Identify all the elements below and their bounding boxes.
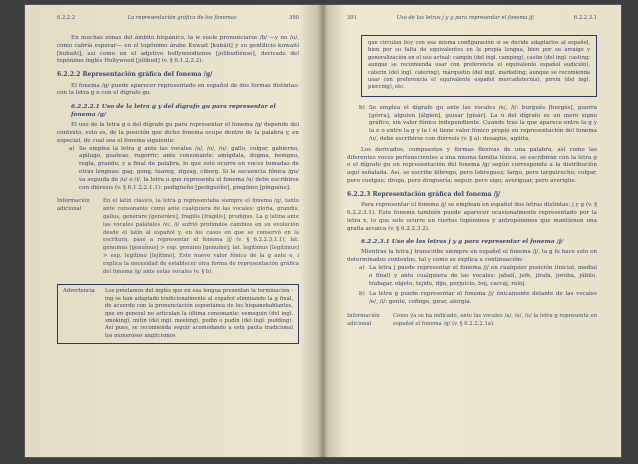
right-section-number: 6.2.2.3.1 [573, 15, 597, 21]
right-page [347, 14, 597, 454]
list-item-text: Se emplea el dígrafo gu ante las vocales /e/, /i/: burgués [burgés], guerra [gérra], alguien [álgien], guisar [gisár]. La u del dígrafo es un mero signo gráfico, sin valor fónico independiente. Cuando tras la que aparece entre la g y la e o entre la g y la i si tiene valor fónico propio en representación del fonema /u/, debe escribirse con diéresis (v. § a): desagüe, agüita. [369, 104, 597, 143]
paragraph-section-j: Para representar el fonema /j/ se emplean en español dos letras distintas: j y g (v. § 6.2.2.3.1). Este fonema también puede aparecer ocasionalmente representado por la letra x, lo que solo ocurre en ciertos topónimos y antropónimos que mantienen una grafía arcaica (v. § 6.2.2.3.2). [347, 202, 597, 232]
list-item-b [347, 105, 597, 144]
list-item-text: La letra g puede representar el fonema /j/ únicamente delante de las vocales /e/, /i/: gente, cofinge, girar, alergia. [369, 291, 597, 306]
warning-box-continued: que circulan hoy con esa misma configuración si se decide adaptarlos al español, bien por su falta de equivalentes en la propia lengua, bien por su arraigo y generalización en el uso actual: campin (del ingl. camping), castin (del ingl. casting; aunque se recomienda usar con preferencia el equivalente español audición), cáterin (del ingl. catering), márquetin (del ingl. marketing; aunque se recomienda usar con preferencia el equivalente español mercadotecnia), pirsin (del ingl. piercing), etc. [361, 35, 597, 97]
list-item-text: La letra j puede representar el fonema /j/ en cualquier posición (inicial, medial o final) y ante cualquiera de las vocales: jabalí, jefe, jirafa, joroba, júbilo, trabajar, objeto, tejido, dijo, perjuicio, boj, carcaj, reloj. [369, 265, 597, 287]
list-item-text: Se emplea la letra g ante las vocales /a/, /o/, /u/: gallo, colgar, gabierno, apilugo, guateao, rugorrir; ante consonante: amígdala, dogma, benigno, regla, grande; y a final de palabra, lo que solo ocurre en voces tomadas de otras lenguas: gag, gong, tuareg, zigzag, ciborg. Si la secuencia fónica /gu/ va seguida de /u/ o /i/, la letra u que representa el fonema /u/ debe escribirse con diéresis (v. § 6.1.2.2.1.1): pedigüeño [pediguéño], pingüino [pinguíno]. [79, 145, 299, 191]
warning-text: Los préstamos del inglés que en esa lengua presentan la terminación -ing se han adaptado tradicionalmente al español eliminando la g final, de acuerdo con la pronunciación espontánea de los hispanohablantes, que en general no articulan la última consonante: esmoquin (del ingl. smoking), mitin (del ingl. meeting), pudin o pudín (del ingl. pudding). Así pues, se recomienda seguir acomodando a esta pauta tradicional los numerosos anglicismos [105, 288, 293, 339]
left-page-number: 390 [289, 15, 299, 21]
left-page-header [57, 14, 299, 22]
right-page-number: 391 [347, 15, 357, 21]
book-spine [318, 4, 328, 458]
note-text: En el latín clásico, la letra g representaba siempre el fonema /g/, tanto ante consonante como ante cualquiera de las vocales: gloria, grandis, gallus, generare [generáre], fragilis [frágilis], prodigus. La g latina ante las vocales palatales /e/, /i/ sufrió profundos cambios en su evolución desde el latín al español y, en los casos en que se conservó en la escritura, pasó a representar el fonema /j/ (v. § 6.2.2.3.1.1); lat. genuinus [genuínus] > esp. genuino [genuíno]; lat. legitimus [legítimus] > esp. legítimo [lejítimo]. Este nuevo valor fónico de la g ante e, i explica la necesidad de establecer otra forma de representación gráfica del fonema /g/ ante estas vocales (v. § b). [103, 198, 299, 275]
note-text: Como ya se ha indicado, ante las vocales /a/, /o/, /u/ la letra g representa en español el fonema /g/ (v. § 6.2.2.2.1a). [393, 312, 597, 327]
warning-box [57, 284, 299, 344]
section-heading-j: 6.2.2.3 Representación gráfica del fonema /j/ [347, 190, 501, 198]
list-item-label: b) [359, 104, 365, 111]
additional-info-note-right [347, 313, 597, 329]
right-page-header [347, 14, 597, 22]
additional-info-note [57, 198, 299, 276]
left-page [57, 14, 299, 454]
list-item-a [57, 146, 299, 193]
subsection-heading-j: 6.2.2.3.1 Uso de las letras j y g para representar el fonema /j/ [361, 238, 564, 246]
list-item-b-j [347, 291, 597, 307]
list-item-label: b) [359, 291, 365, 298]
left-section-number: 6.2.2.2 [57, 15, 76, 21]
warning-label: Advertencia [63, 288, 95, 295]
note-label: Información adicional [347, 312, 380, 327]
note-label: Información adicional [57, 198, 90, 213]
list-item-label: a) [359, 265, 365, 271]
paragraph-intro: En muchas zonas del ámbito hispánico, la w suele pronunciarse /b/ —y no /u/, como cabría esperar— en el topónimo árabe Kuwait [kubáit] y su gentilicio kuwaití [kubaití], así como en el adjetivo hollywoodiense [jolibudiénse], derivado del topónimo inglés Hollywood [jólibud] (v. § 6.1.2.2.2). [57, 35, 299, 65]
subsection-heading-g: 6.2.2.2.1 Uso de la letra g y del dígrafo gu para representar el fonema /g/ [71, 103, 276, 119]
open-book [24, 4, 622, 458]
paragraph-section-g: El fonema /g/ puede aparecer representado en español de dos formas distintas: con la letra g o con el dígrafo gu. [57, 82, 299, 97]
list-item-label: a) [69, 145, 75, 152]
section-heading-g: 6.2.2.2 Representación gráfica del fonema /g/ [57, 71, 213, 79]
paragraph-derived-forms: Los derivados, compuestos y formas flexivas de una palabra, así como las diferentes voces pertenecientes a una misma familia léxica, se escribirán con la letra g o el dígrafo gu en representación del fonema /g/ según corresponda a la distribución aquí señalada. Así, se escribe lóbrego, pero lobreguez; largo, pero larguirucho; colgar, pero cuelgue; droga, pero droguería; seguir, pero sigo; averiguar, pero averigüe. [347, 146, 597, 185]
right-running-title: Uso de las letras j y g para representar el fonema /j/ [396, 15, 535, 21]
paragraph-subsection-g: El uso de la letra g o del dígrafo gu para representar el fonema /g/ depende del contexto, esto es, de la posición que dicho fonema ocupe dentro de la palabra y, en especial, de cual sea el fonema siguiente: [57, 122, 299, 144]
paragraph-subsection-j: Mientras la letra j transcribe siempre en español el fonema /j/, la g lo hace solo en determinados contextos, tal y como se explica a continuación: [347, 249, 597, 264]
list-item-a-j [347, 265, 597, 288]
left-running-title: La representación gráfica de los fonemas [127, 15, 237, 21]
